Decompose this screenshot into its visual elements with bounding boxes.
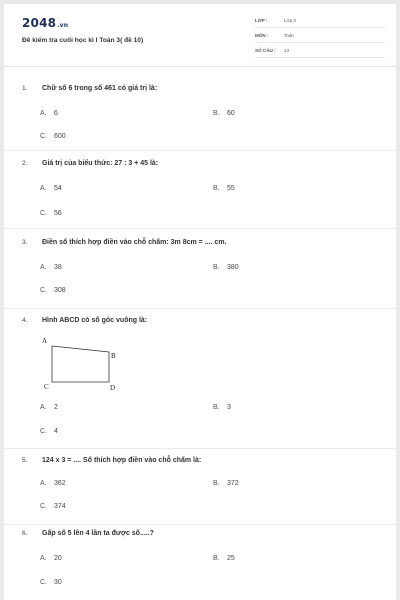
option-letter: A.	[40, 185, 47, 192]
question-2	[4, 150, 396, 229]
option-letter: A.	[40, 110, 47, 117]
option-a[interactable]	[40, 185, 62, 192]
abcd-figure	[40, 332, 136, 394]
meta-subject-row	[255, 29, 385, 43]
logo-text: 2048	[22, 16, 57, 30]
option-c[interactable]	[40, 133, 66, 140]
option-c[interactable]	[40, 579, 62, 586]
option-letter: C.	[40, 133, 47, 140]
exam-sheet	[4, 4, 396, 600]
option-a[interactable]	[40, 110, 58, 117]
quadrilateral-diagram	[40, 332, 136, 394]
option-b[interactable]	[213, 185, 235, 192]
question-text: Hình ABCD có số góc vuông là:	[42, 317, 148, 324]
option-letter: B.	[213, 404, 220, 411]
option-letter: C.	[40, 210, 47, 217]
option-letter: B.	[213, 110, 220, 117]
logo-tld: .vn	[57, 22, 69, 29]
question-number: 4.	[22, 317, 28, 324]
option-a[interactable]	[40, 555, 62, 562]
option-value: 308	[54, 287, 66, 294]
meta-count-label: SỐ CÂU :	[255, 48, 276, 53]
question-4	[4, 308, 396, 449]
question-3	[4, 228, 396, 309]
quadrilateral-shape	[52, 346, 109, 382]
question-text: Điền số thích hợp điền vào chỗ chấm: 3m 8cm = .... cm.	[42, 239, 227, 246]
option-letter: B.	[213, 555, 220, 562]
question-number: 5.	[22, 457, 28, 464]
exam-header	[4, 4, 396, 67]
option-value: 60	[227, 110, 235, 117]
option-letter: B.	[213, 185, 220, 192]
option-value: 38	[54, 264, 62, 271]
option-letter: A.	[40, 555, 47, 562]
option-value: 55	[227, 185, 235, 192]
question-number: 6.	[22, 530, 28, 537]
option-letter: C.	[40, 287, 47, 294]
question-number: 2.	[22, 160, 28, 167]
option-value: 2	[54, 404, 58, 411]
option-value: 600	[54, 133, 66, 140]
option-c[interactable]	[40, 503, 66, 510]
option-b[interactable]	[213, 480, 239, 487]
question-text: 124 x 3 = .... Số thích hợp điền vào chỗ chấm là:	[42, 457, 202, 464]
option-letter: A.	[40, 264, 47, 271]
vertex-label-c: C	[44, 383, 49, 391]
vertex-label-d: D	[110, 384, 116, 392]
question-number: 1.	[22, 85, 28, 92]
meta-class-label: LỚP :	[255, 18, 268, 23]
option-b[interactable]	[213, 110, 235, 117]
option-c[interactable]	[40, 210, 62, 217]
question-5	[4, 448, 396, 525]
meta-class-row	[255, 14, 385, 28]
option-c[interactable]	[40, 428, 58, 435]
option-b[interactable]	[213, 404, 231, 411]
site-logo[interactable]	[22, 16, 68, 30]
question-text: Gấp số 5 lên 4 lần ta được số.....?	[42, 530, 154, 537]
option-a[interactable]	[40, 264, 62, 271]
option-letter: C.	[40, 503, 47, 510]
option-letter: B.	[213, 264, 220, 271]
meta-count-value: 13	[284, 48, 290, 53]
option-value: 380	[227, 264, 239, 271]
option-value: 54	[54, 185, 62, 192]
option-letter: A.	[40, 404, 47, 411]
question-text: Giá trị của biểu thức: 27 : 3 + 45 là:	[42, 160, 159, 167]
option-b[interactable]	[213, 264, 239, 271]
question-6	[4, 524, 396, 600]
vertex-label-b: B	[111, 352, 116, 360]
option-b[interactable]	[213, 555, 235, 562]
vertex-label-a: A	[42, 337, 48, 345]
option-letter: B.	[213, 480, 220, 487]
meta-subject-label: MÔN :	[255, 33, 269, 38]
question-text: Chữ số 6 trong số 461 có giá trị là:	[42, 85, 158, 92]
option-value: 362	[54, 480, 66, 487]
exam-title: Đề kiểm tra cuối học kì I Toán 3( đề 10)	[22, 37, 144, 44]
option-value: 56	[54, 210, 62, 217]
option-letter: C.	[40, 428, 47, 435]
option-a[interactable]	[40, 480, 66, 487]
option-a[interactable]	[40, 404, 58, 411]
question-number: 3.	[22, 239, 28, 246]
option-letter: C.	[40, 579, 47, 586]
option-value: 25	[227, 555, 235, 562]
meta-subject-value: Toán	[284, 33, 294, 38]
meta-count-row	[255, 44, 385, 58]
option-value: 372	[227, 480, 239, 487]
option-c[interactable]	[40, 287, 66, 294]
meta-class-value: Lớp 3	[284, 18, 296, 23]
option-value: 6	[54, 110, 58, 117]
option-value: 3	[227, 404, 231, 411]
option-value: 20	[54, 555, 62, 562]
option-value: 374	[54, 503, 66, 510]
option-value: 30	[54, 579, 62, 586]
option-letter: A.	[40, 480, 47, 487]
question-1	[4, 72, 396, 151]
option-value: 4	[54, 428, 58, 435]
